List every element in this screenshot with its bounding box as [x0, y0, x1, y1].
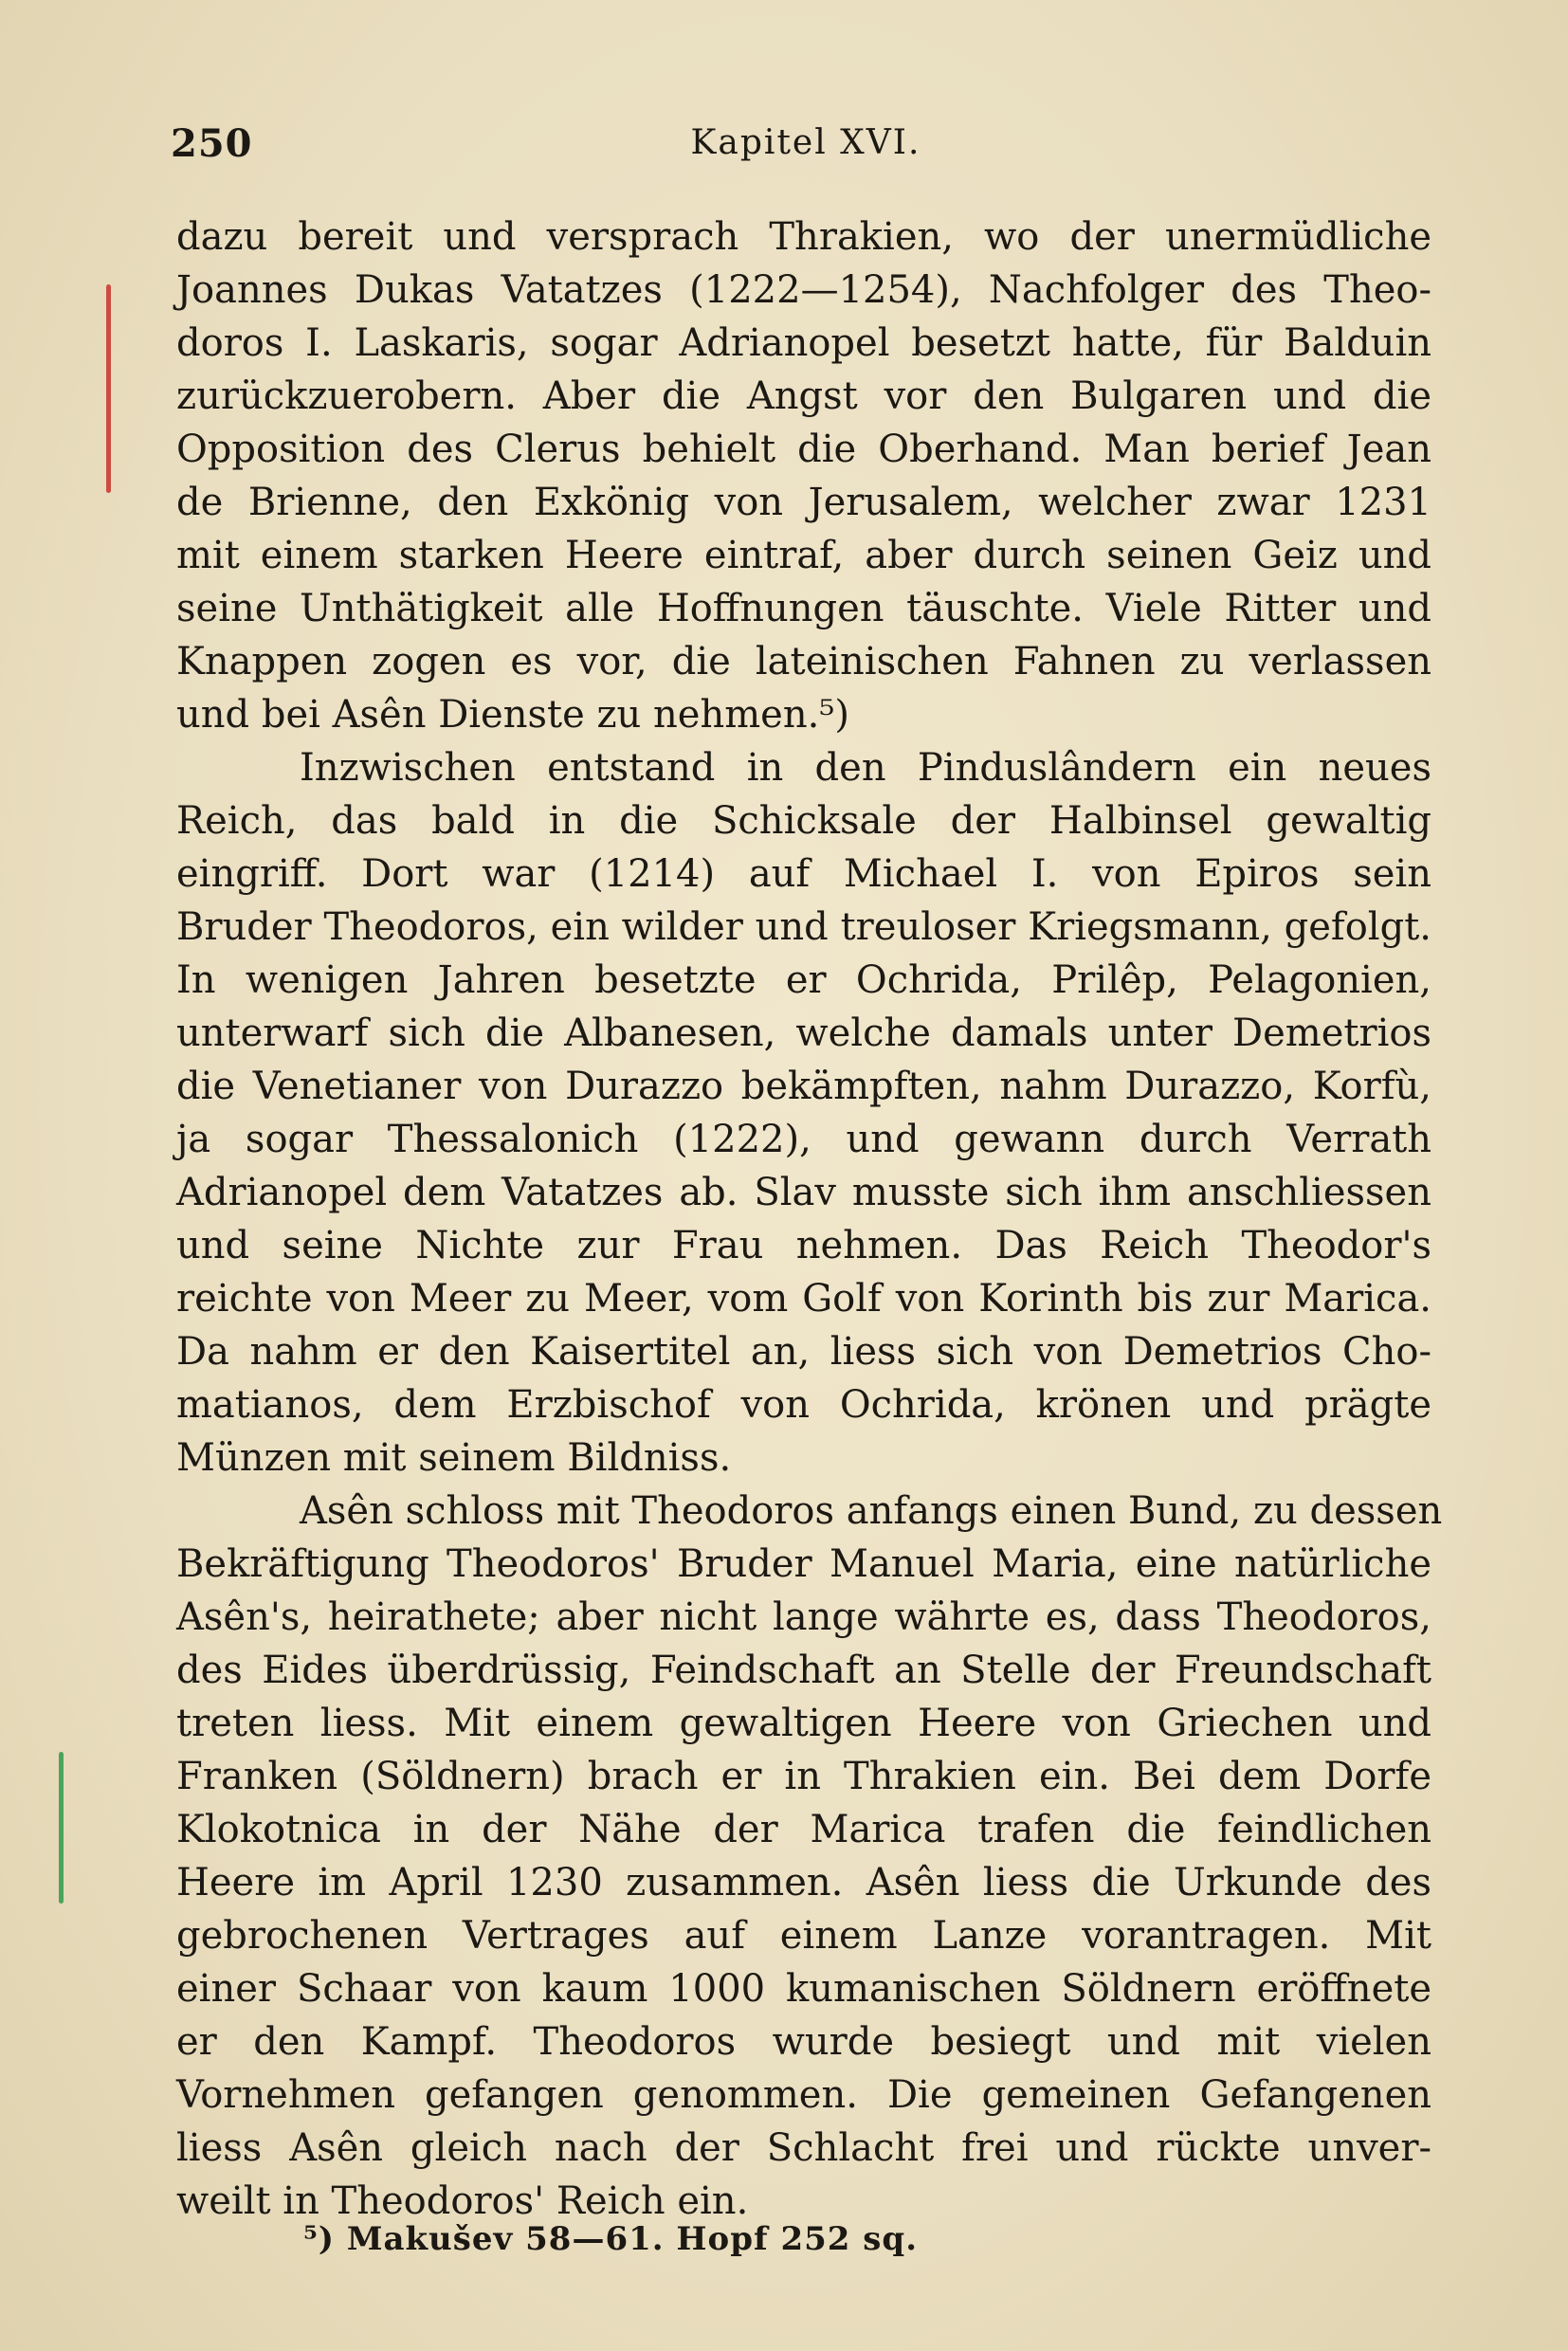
body-text: [176, 210, 1443, 2228]
text-line: einer Schaar von kaum 1000 kumanischen Söldnern eröffnete: [176, 1967, 1431, 2011]
text-line: mit einem starken Heere eintraf, aber durch seinen Geiz und: [176, 534, 1431, 577]
text-line: Bruder Theodoros, ein wilder und treuloser Kriegsmann, gefolgt.: [176, 905, 1431, 949]
text-line: die Venetianer von Durazzo bekämpften, nahm Durazzo, Korfù,: [176, 1065, 1431, 1108]
text-line: des Eides überdrüssig, Feindschaft an Stelle der Freundschaft: [176, 1649, 1431, 1692]
text-line: Inzwischen entstand in den Pinduslândern ein neues: [300, 746, 1431, 790]
text-line: Knappen zogen es vor, die lateinischen Fahnen zu verlassen: [176, 640, 1431, 683]
text-line: zurückzuerobern. Aber die Angst vor den Bulgaren und die: [176, 374, 1431, 418]
text-line: eingriff. Dort war (1214) auf Michael I. von Epiros sein: [176, 852, 1431, 896]
paragraph-1: [176, 210, 1431, 741]
text-line: Vornehmen gefangen genommen. Die gemeinen Gefangenen: [176, 2073, 1431, 2117]
text-line: matianos, dem Erzbischof von Ochrida, krönen und prägte: [176, 1383, 1431, 1427]
margin-annotation-green: [59, 1752, 64, 1904]
page-number: 250: [171, 121, 253, 166]
text-line: dazu bereit und versprach Thrakien, wo der unermüdliche: [176, 215, 1431, 259]
text-line: Adrianopel dem Vatatzes ab. Slav musste sich ihm anschliessen: [176, 1171, 1431, 1214]
text-line: Opposition des Clerus behielt die Oberhand. Man berief Jean: [176, 428, 1431, 471]
text-line: er den Kampf. Theodoros wurde besiegt und mit vielen: [176, 2020, 1431, 2064]
text-line: Reich, das bald in die Schicksale der Halbinsel gewaltig: [176, 799, 1431, 843]
text-line: Münzen mit seinem Bildniss.: [176, 1436, 732, 1480]
text-line: weilt in Theodoros' Reich ein.: [176, 2179, 749, 2223]
text-line: Franken (Söldnern) brach er in Thrakien ein. Bei dem Dorfe: [176, 1755, 1431, 1798]
text-line: de Brienne, den Exkönig von Jerusalem, welcher zwar 1231: [176, 481, 1431, 524]
text-line: und seine Nichte zur Frau nehmen. Das Reich Theodor's: [176, 1224, 1431, 1267]
text-line: Bekräftigung Theodoros' Bruder Manuel Maria, eine natürliche: [176, 1542, 1431, 1586]
text-line: doros I. Laskaris, sogar Adrianopel besetzt hatte, für Balduin: [176, 321, 1431, 365]
text-line: unterwarf sich die Albanesen, welche damals unter Demetrios: [176, 1011, 1431, 1055]
text-line: seine Unthätigkeit alle Hoffnungen täuschte. Viele Ritter und: [176, 587, 1431, 630]
text-line: und bei Asên Dienste zu nehmen.⁵): [176, 693, 849, 737]
text-line: Heere im April 1230 zusammen. Asên liess die Urkunde des: [176, 1861, 1431, 1904]
text-line: treten liess. Mit einem gewaltigen Heere von Griechen und: [176, 1702, 1431, 1745]
text-line: gebrochenen Vertrages auf einem Lanze vorantragen. Mit: [176, 1914, 1431, 1958]
text-line: ja sogar Thessalonich (1222), und gewann durch Verrath: [176, 1118, 1431, 1161]
text-line: Asên schloss mit Theodoros anfangs einen Bund, zu dessen: [300, 1489, 1443, 1533]
text-line: Asên's, heirathete; aber nicht lange währte es, dass Theodoros,: [176, 1595, 1431, 1639]
margin-annotation-red: [106, 284, 111, 493]
text-line: reichte von Meer zu Meer, vom Golf von Korinth bis zur Marica.: [176, 1277, 1431, 1321]
text-line: In wenigen Jahren besetzte er Ochrida, Prilêp, Pelagonien,: [176, 958, 1431, 1002]
running-title: Kapitel XVI.: [690, 123, 921, 162]
text-line: Joannes Dukas Vatatzes (1222—1254), Nachfolger des Theo-: [176, 268, 1431, 312]
paragraph-3: [176, 1485, 1443, 2228]
text-line: Klokotnica in der Nähe der Marica trafen die feindlichen: [176, 1808, 1431, 1851]
footnote: ⁵) Makušev 58—61. Hopf 252 sq.: [303, 2220, 919, 2258]
page-header: [171, 121, 1441, 169]
text-line: liess Asên gleich nach der Schlacht frei und rückte unver-: [176, 2126, 1431, 2170]
text-line: Da nahm er den Kaisertitel an, liess sich von Demetrios Cho-: [176, 1330, 1431, 1374]
paragraph-2: [176, 741, 1431, 1485]
